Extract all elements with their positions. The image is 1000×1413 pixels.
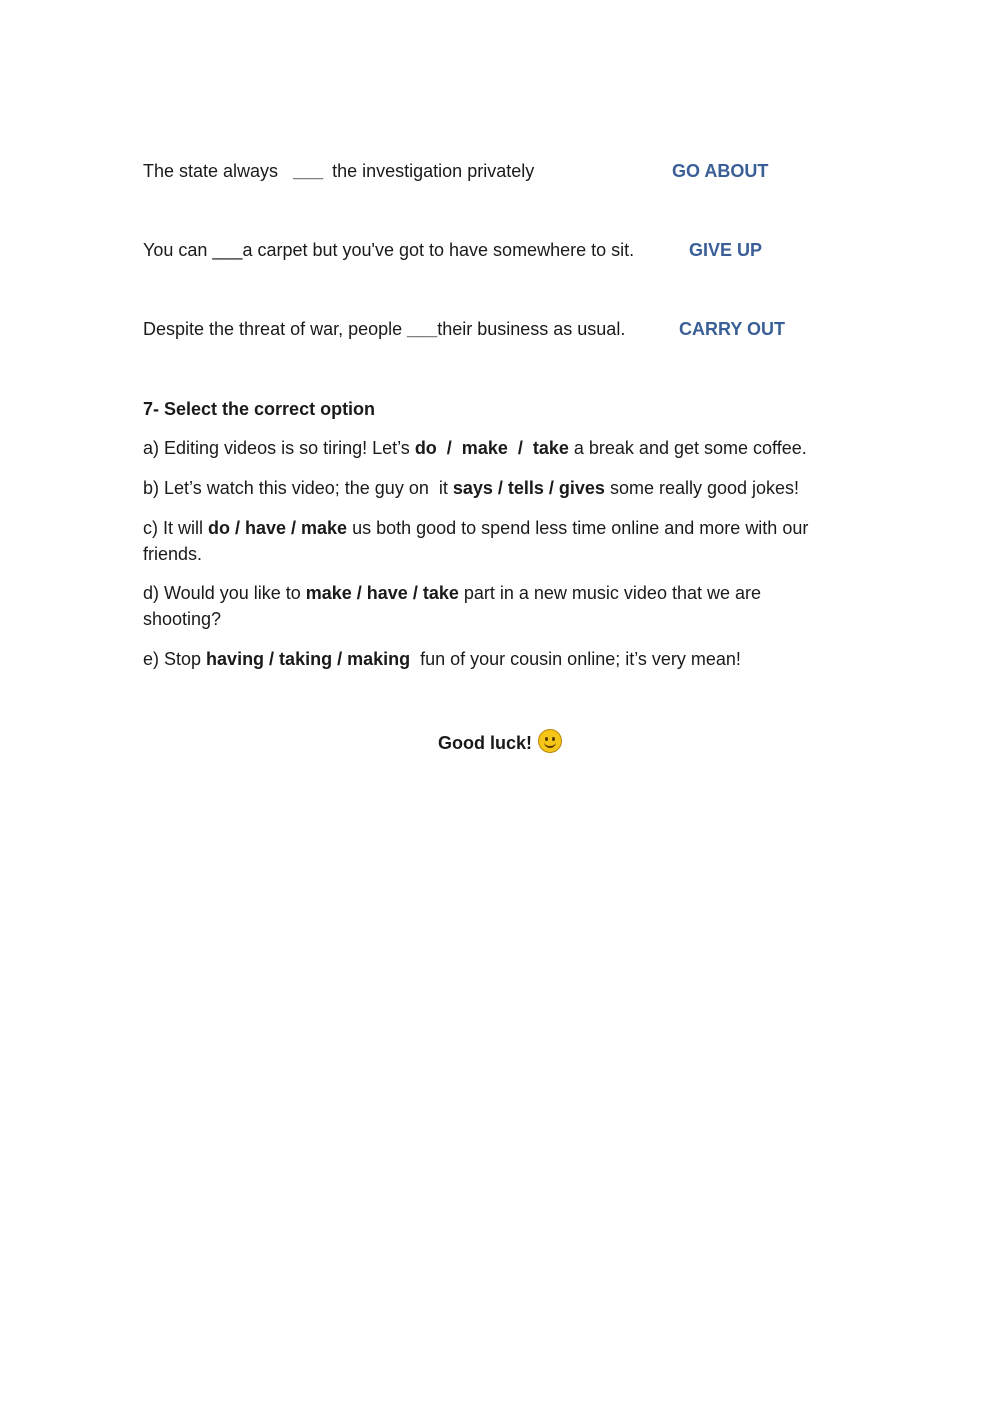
option-choices[interactable]: says / tells / gives bbox=[452, 478, 605, 498]
answer-option-3[interactable]: CARRY OUT bbox=[679, 319, 786, 339]
answer-option-1[interactable]: GO ABOUT bbox=[672, 161, 769, 181]
exercise-item-c: c) It will do / have / make us both good to spend less time online and more with our friends. bbox=[143, 518, 814, 564]
answer-option-2[interactable]: GIVE UP bbox=[689, 240, 763, 260]
good-luck-text: Good luck! bbox=[438, 733, 532, 753]
match-sentence-1 bbox=[143, 158, 534, 184]
sentence-text: the investigation privately bbox=[327, 161, 535, 181]
sentence-text: The state always bbox=[143, 161, 284, 181]
option-choices[interactable]: do / make / take bbox=[414, 438, 569, 458]
exercise-heading: 7- Select the correct option bbox=[143, 399, 376, 419]
option-choices[interactable]: make / have / take bbox=[305, 583, 459, 603]
exercise-item-b: b) Let’s watch this video; the guy on it says / tells / gives some really good jokes! bbox=[143, 478, 800, 498]
sentence-text: their business as usual. bbox=[437, 319, 626, 339]
blank: ___ bbox=[407, 319, 438, 339]
option-choices[interactable]: having / taking / making bbox=[206, 649, 411, 669]
sentence-text: Despite the threat of war, people bbox=[143, 319, 408, 339]
blank: ___ bbox=[293, 161, 324, 181]
match-sentence-3 bbox=[143, 316, 625, 342]
exercise-item-e: e) Stop having / taking / making fun of your cousin online; it’s very mean! bbox=[143, 649, 741, 669]
match-sentence-2 bbox=[143, 237, 634, 263]
exercise-item-a: a) Editing videos is so tiring! Let’s do / make / take a break and get some coffee. bbox=[143, 438, 807, 458]
blank: ___ bbox=[212, 240, 243, 260]
smiling-face-icon bbox=[538, 729, 562, 753]
sentence-text: a carpet but you've got to have somewhere to sit. bbox=[242, 240, 635, 260]
exercise-item-d: d) Would you like to make / have / take part in a new music video that we are shooting? bbox=[143, 583, 767, 629]
sentence-text: You can bbox=[143, 240, 213, 260]
option-choices[interactable]: do / have / make bbox=[208, 518, 348, 538]
closing-message bbox=[0, 729, 1000, 756]
